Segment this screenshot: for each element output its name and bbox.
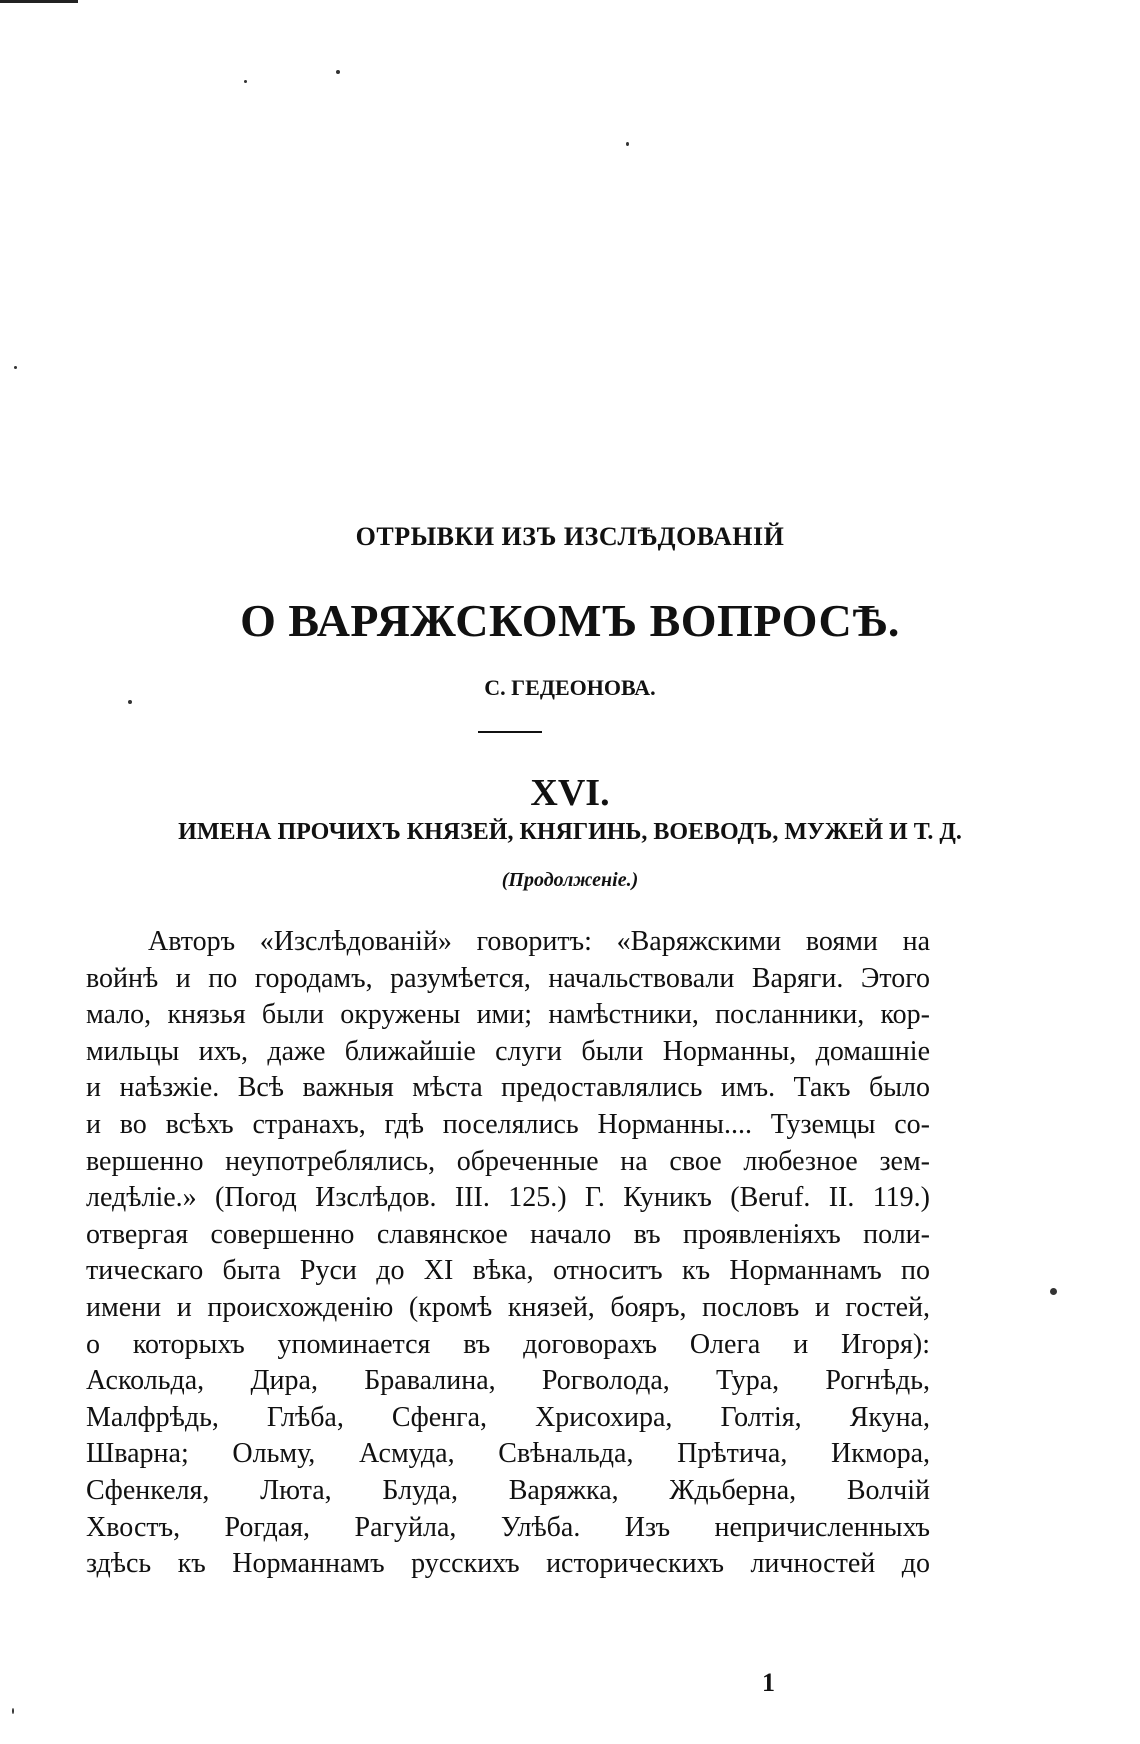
scan-corner-rule — [0, 0, 78, 3]
scan-speck — [14, 366, 17, 369]
body-line: мильцы ихъ, даже ближайшіе слуги были Норманны, домашніе — [86, 1035, 930, 1067]
body-line: тическаго быта Руси до XI вѣка, относитъ къ Норманнамъ по — [86, 1255, 930, 1287]
chapter-continuation-note: (Продолженіе.) — [501, 869, 639, 891]
scan-speck — [336, 70, 340, 74]
body-line: мало, князья были окружены ими; намѣстники, посланники, кор- — [86, 999, 930, 1031]
body-line: Аскольда, Дира, Бравалина, Рогволода, Тура, Рогнѣдь, — [86, 1365, 930, 1397]
chapter-number: XVI. — [530, 772, 610, 814]
body-line: Авторъ «Изслѣдованій» говоритъ: «Варяжскими воями на — [148, 926, 930, 957]
body-line: здѣсь къ Норманнамъ русскихъ историческихъ личностей до — [86, 1548, 930, 1580]
body-line: войнѣ и по городамъ, разумѣется, начальствовали Варяги. Этого — [86, 962, 930, 994]
body-paragraph — [86, 924, 930, 1583]
body-line: имени и происхожденію (кромѣ князей, бояръ, пословъ и гостей, — [86, 1291, 930, 1323]
body-line: и во всѣхъ странахъ, гдѣ поселялись Норманны.... Туземцы со- — [86, 1108, 930, 1140]
scan-speck — [12, 1708, 14, 1714]
body-line: о которыхъ упоминается въ договорахъ Олега и Игоря): — [86, 1328, 930, 1360]
section-divider — [478, 731, 542, 733]
body-line: Малфрѣдь, Глѣба, Сфенга, Хрисохира, Голтія, Якуна, — [86, 1401, 930, 1433]
body-line: Шварна; Ольму, Асмуда, Свѣнальда, Прѣтича, Икмора, — [86, 1438, 930, 1470]
body-line: ледѣліе.» (Погод Изслѣдов. III. 125.) Г. Куникъ (Beruf. II. 119.) — [86, 1182, 930, 1214]
scan-speck — [626, 142, 629, 146]
body-line: отвергая совершенно славянское начало въ проявленіяхъ поли- — [86, 1218, 930, 1250]
page-number: 1 — [762, 1668, 775, 1697]
chapter-title: ИМЕНА ПРОЧИХЪ КНЯЗЕЙ, КНЯГИНЬ, ВОЕВОДЪ, МУЖЕЙ И Т. Д. — [178, 819, 962, 845]
body-line: Хвостъ, Рогдая, Рагуйла, Улѣба. Изъ непричисленныхъ — [86, 1511, 930, 1543]
scan-speck — [244, 80, 247, 83]
body-line: и наѣзжіе. Всѣ важныя мѣста предоставлялись имъ. Такъ было — [86, 1072, 930, 1104]
body-line: Сфенкеля, Люта, Блуда, Варяжка, Ждьберна, Волчій — [86, 1474, 930, 1506]
article-author: С. ГЕДЕОНОВА. — [484, 675, 656, 700]
scan-speck — [1050, 1288, 1057, 1295]
body-line: вершенно неупотреблялись, обреченные на свое любезное зем- — [86, 1145, 930, 1177]
article-series-heading: ОТРЫВКИ ИЗЪ ИЗСЛѢДОВАНІЙ — [355, 522, 785, 551]
article-title: О ВАРЯЖСКОМЪ ВОПРОСѢ. — [240, 595, 900, 646]
